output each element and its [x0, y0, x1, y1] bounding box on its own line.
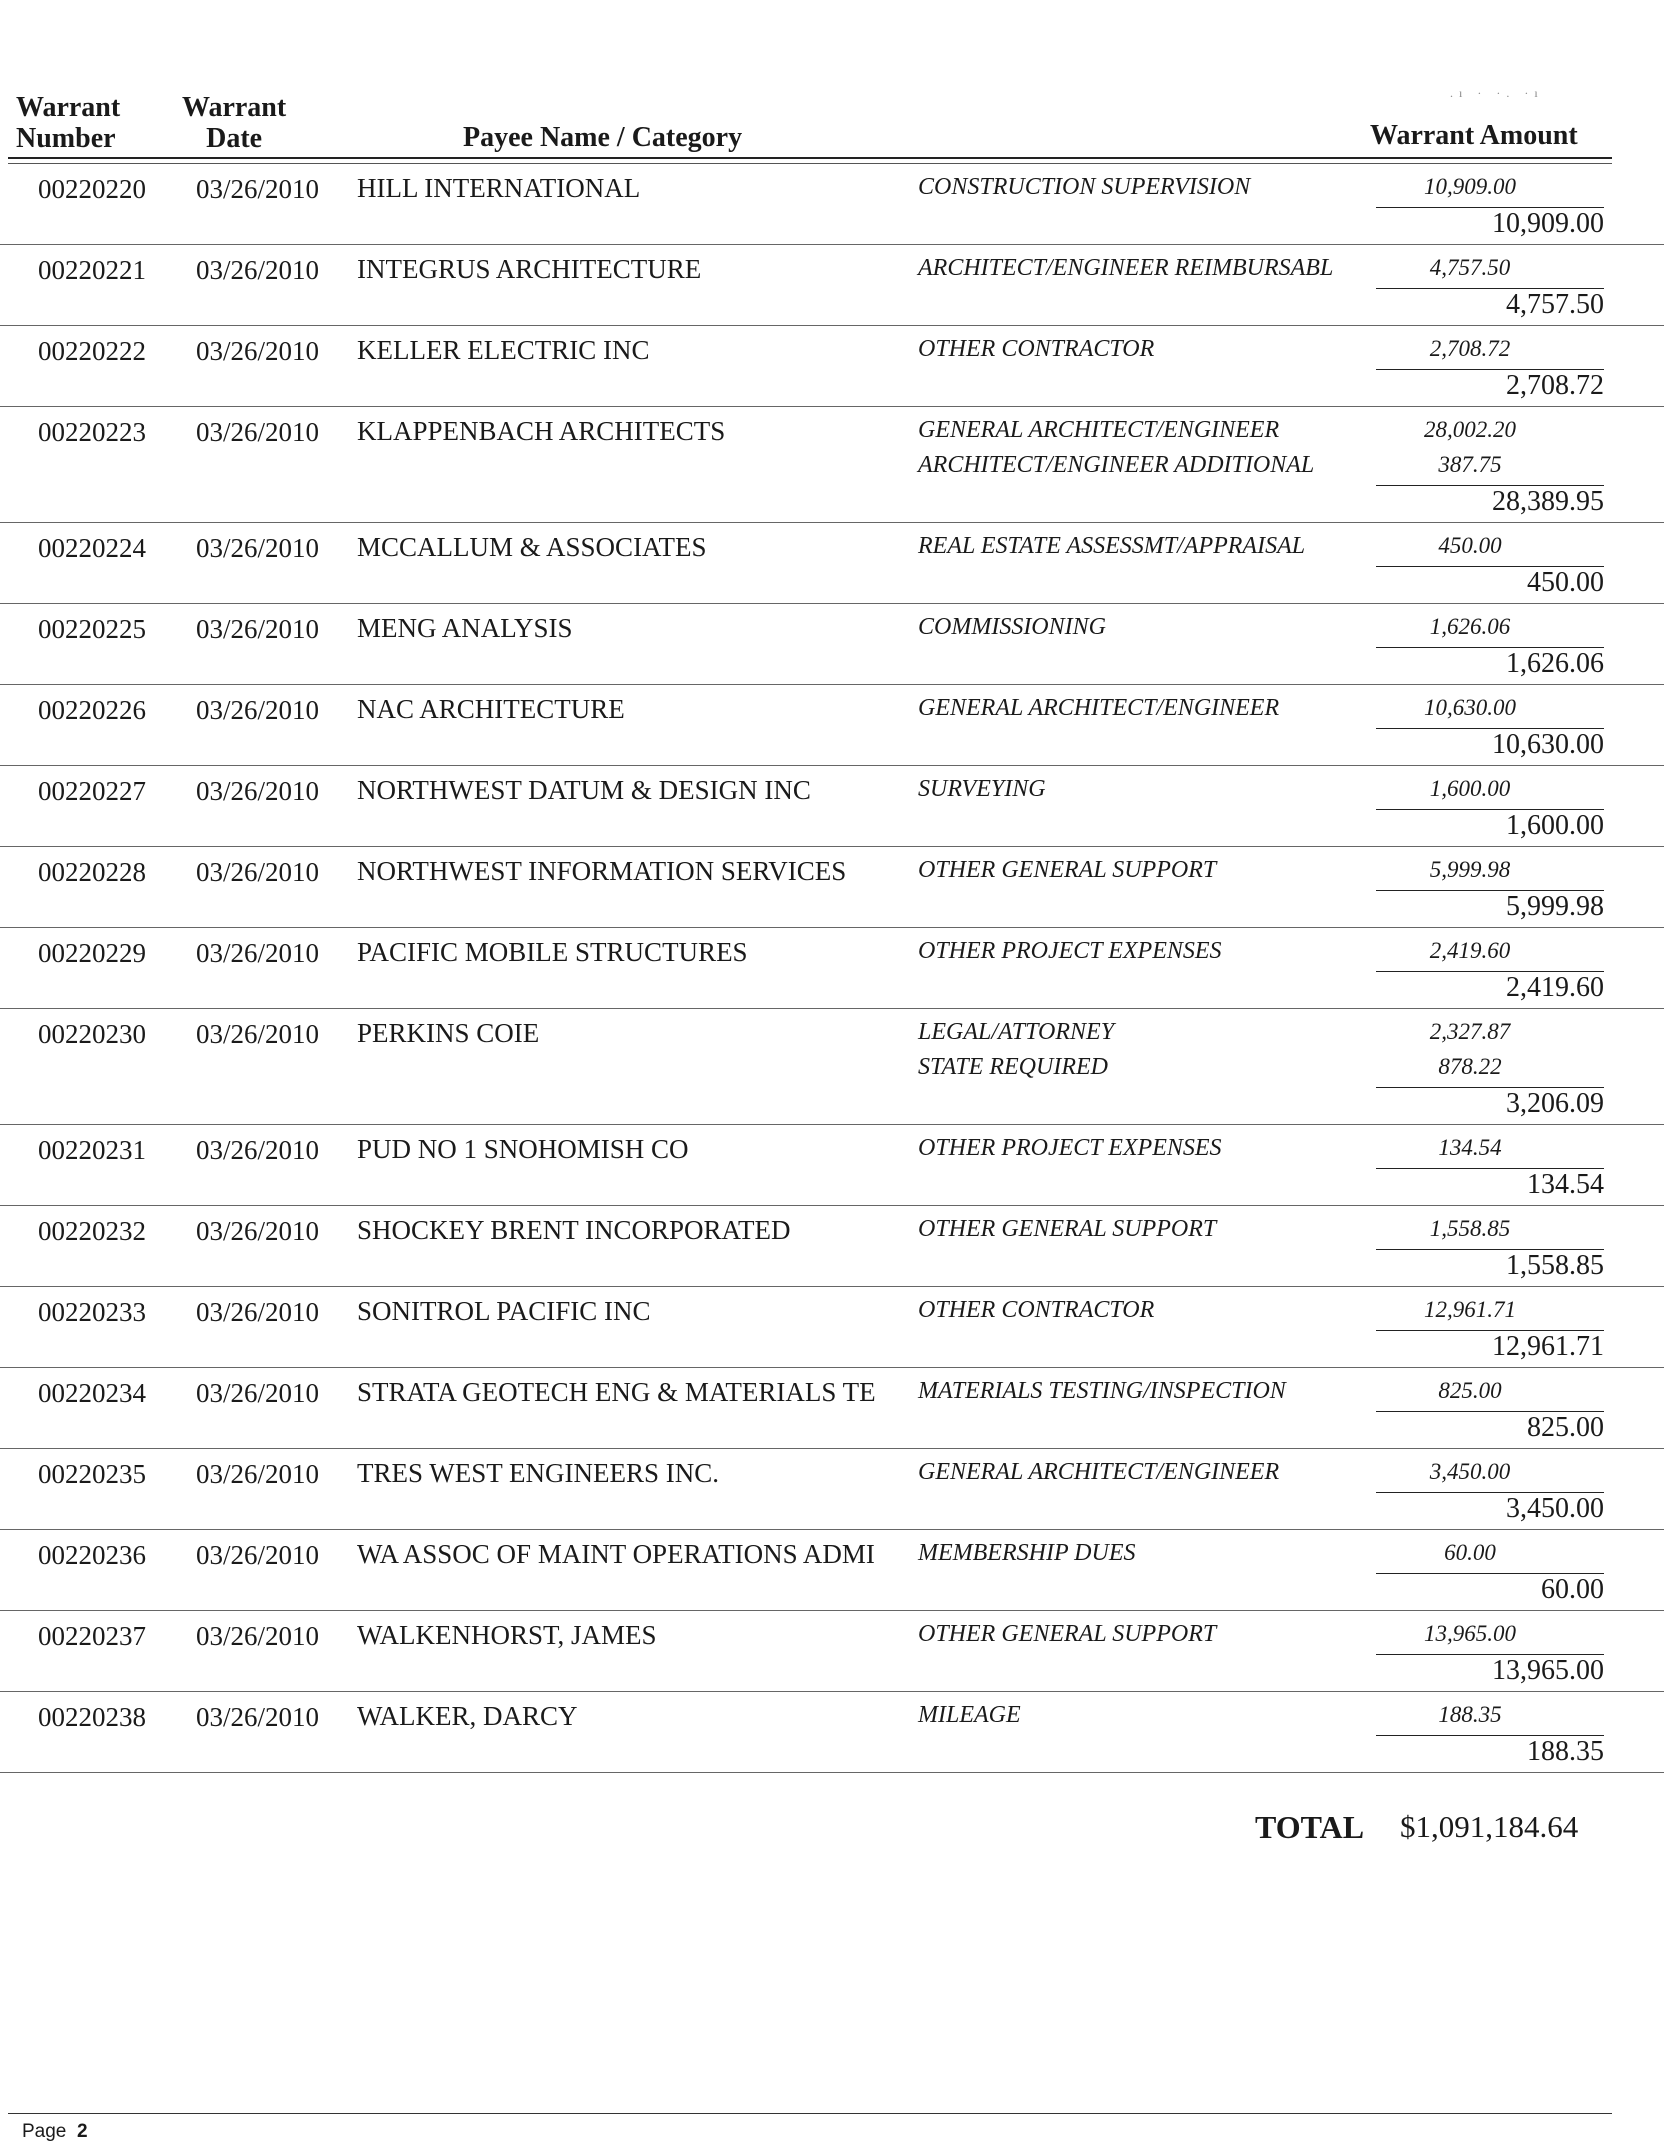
warrant-date: 03/26/2010: [196, 1378, 320, 1408]
category-list: [918, 1378, 1368, 1413]
table-row: [0, 685, 1664, 766]
line-amount: 450.00: [1376, 533, 1604, 567]
warrant-number: 00220237: [38, 1621, 146, 1651]
line-amount: 2,419.60: [1376, 938, 1604, 972]
warrant-amount: 134.54: [1527, 1169, 1604, 1200]
category: GENERAL ARCHITECT/ENGINEER: [918, 695, 1280, 721]
payee-name: WA ASSOC OF MAINT OPERATIONS ADMI: [357, 1539, 875, 1569]
category: OTHER GENERAL SUPPORT: [918, 1216, 1217, 1242]
warrant-amount: 450.00: [1527, 567, 1604, 598]
line-amounts: [1376, 1216, 1604, 1250]
line-amounts: [1376, 255, 1604, 289]
category: SURVEYING: [918, 776, 1046, 802]
warrant-number: 00220230: [38, 1019, 146, 1049]
line-amounts: [1376, 1702, 1604, 1736]
category-list: [918, 1459, 1368, 1494]
line-amounts: [1376, 776, 1604, 810]
category: OTHER GENERAL SUPPORT: [918, 857, 1217, 883]
category-list: [918, 857, 1368, 892]
header-warrant-date-line2: Date: [206, 123, 263, 154]
payee-name: TRES WEST ENGINEERS INC.: [357, 1458, 720, 1488]
line-amount: 188.35: [1376, 1702, 1604, 1736]
warrant-number: 00220227: [38, 776, 146, 806]
line-amount: 5,999.98: [1376, 857, 1604, 891]
line-amount: 1,558.85: [1376, 1216, 1604, 1250]
warrant-amount: 10,630.00: [1492, 729, 1604, 760]
warrant-amount: 1,558.85: [1506, 1250, 1604, 1281]
payee-name: KELLER ELECTRIC INC: [357, 335, 650, 365]
line-amounts: [1376, 1019, 1604, 1088]
line-amount: 2,708.72: [1376, 336, 1604, 370]
line-amounts: [1376, 1378, 1604, 1412]
payee-name: SONITROL PACIFIC INC: [357, 1296, 651, 1326]
payee-name: STRATA GEOTECH ENG & MATERIALS TE: [357, 1377, 876, 1407]
page-number: 2: [76, 2121, 88, 2142]
table-row: [0, 847, 1664, 928]
warrant-amount: 5,999.98: [1506, 891, 1604, 922]
warrant-date: 03/26/2010: [196, 857, 320, 887]
warrant-number: 00220223: [38, 417, 146, 447]
warrant-date: 03/26/2010: [196, 1019, 320, 1049]
table-row: [0, 1287, 1664, 1368]
header-warrant-number-line2: Number: [16, 123, 116, 154]
category: CONSTRUCTION SUPERVISION: [918, 174, 1251, 200]
warrant-amount: 13,965.00: [1492, 1655, 1604, 1686]
category: REAL ESTATE ASSESSMT/APPRAISAL: [918, 533, 1306, 559]
line-amount: 13,965.00: [1376, 1621, 1604, 1655]
header-divider: [8, 157, 1612, 159]
warrant-date: 03/26/2010: [196, 336, 320, 366]
payee-name: PERKINS COIE: [357, 1018, 540, 1048]
table-row: [0, 1530, 1664, 1611]
warrant-number: 00220220: [38, 174, 146, 204]
warrant-amount: 12,961.71: [1492, 1331, 1604, 1362]
table-row: [0, 407, 1664, 523]
table-row: [0, 1368, 1664, 1449]
category-list: [918, 938, 1368, 973]
warrant-number: 00220234: [38, 1378, 146, 1408]
category-list: [918, 1297, 1368, 1332]
warrant-date: 03/26/2010: [196, 1459, 320, 1489]
line-amount: 825.00: [1376, 1378, 1604, 1412]
line-amount: 10,630.00: [1376, 695, 1604, 729]
line-amounts: [1376, 1135, 1604, 1169]
category: OTHER CONTRACTOR: [918, 1297, 1155, 1323]
warrant-amount: 3,450.00: [1506, 1493, 1604, 1524]
warrant-table: [0, 164, 1664, 1773]
warrant-number: 00220221: [38, 255, 146, 285]
payee-name: SHOCKEY BRENT INCORPORATED: [357, 1215, 791, 1245]
warrant-number: 00220228: [38, 857, 146, 887]
category-list: [918, 1019, 1368, 1089]
payee-name: INTEGRUS ARCHITECTURE: [357, 254, 702, 284]
category-list: [918, 614, 1368, 649]
payee-name: MCCALLUM & ASSOCIATES: [357, 532, 707, 562]
category-list: [918, 1540, 1368, 1575]
payee-name: PACIFIC MOBILE STRUCTURES: [357, 937, 748, 967]
table-row: [0, 1206, 1664, 1287]
scan-artifact-marks: .ı · ·. ·ı: [1450, 86, 1544, 100]
category: OTHER PROJECT EXPENSES: [918, 1135, 1222, 1161]
table-row: [0, 1611, 1664, 1692]
warrant-amount: 2,419.60: [1506, 972, 1604, 1003]
category-list: [918, 533, 1368, 568]
warrant-number: 00220238: [38, 1702, 146, 1732]
category-list: [918, 1702, 1368, 1737]
category: OTHER PROJECT EXPENSES: [918, 938, 1222, 964]
category-list: [918, 1135, 1368, 1170]
category: MILEAGE: [918, 1702, 1021, 1728]
warrant-number: 00220235: [38, 1459, 146, 1489]
warrant-number: 00220232: [38, 1216, 146, 1246]
table-row: [0, 1125, 1664, 1206]
payee-name: NORTHWEST INFORMATION SERVICES: [357, 856, 847, 886]
line-amounts: [1376, 1540, 1604, 1574]
line-amounts: [1376, 938, 1604, 972]
category: ARCHITECT/ENGINEER ADDITIONAL: [918, 452, 1315, 478]
header-warrant-date-line1: Warrant: [182, 92, 287, 123]
warrant-amount: 10,909.00: [1492, 208, 1604, 239]
warrant-date: 03/26/2010: [196, 1540, 320, 1570]
category-list: [918, 695, 1368, 730]
category-list: [918, 776, 1368, 811]
category: GENERAL ARCHITECT/ENGINEER: [918, 417, 1280, 443]
category: COMMISSIONING: [918, 614, 1106, 640]
category: OTHER CONTRACTOR: [918, 336, 1155, 362]
payee-name: MENG ANALYSIS: [357, 613, 573, 643]
line-amount: 10,909.00: [1376, 174, 1604, 208]
category: LEGAL/ATTORNEY: [918, 1019, 1115, 1045]
warrant-amount: 1,626.06: [1506, 648, 1604, 679]
warrant-date: 03/26/2010: [196, 417, 320, 447]
line-amounts: [1376, 695, 1604, 729]
category: MEMBERSHIP DUES: [918, 1540, 1136, 1566]
line-amounts: [1376, 1297, 1604, 1331]
table-row: [0, 164, 1664, 245]
line-amounts: [1376, 614, 1604, 648]
table-row: [0, 928, 1664, 1009]
payee-name: PUD NO 1 SNOHOMISH CO: [357, 1134, 689, 1164]
category: OTHER GENERAL SUPPORT: [918, 1621, 1217, 1647]
line-amounts: [1376, 1459, 1604, 1493]
line-amount: 2,327.87: [1429, 1019, 1511, 1044]
category-list: [918, 336, 1368, 371]
warrant-date: 03/26/2010: [196, 1216, 320, 1246]
warrant-number: 00220236: [38, 1540, 146, 1570]
warrant-number: 00220231: [38, 1135, 146, 1165]
header-warrant-amount: Warrant Amount: [1370, 120, 1578, 151]
warrant-date: 03/26/2010: [196, 776, 320, 806]
warrant-amount: 28,389.95: [1492, 486, 1604, 517]
total-value: $1,091,184.64: [1400, 1809, 1579, 1844]
line-amount: 4,757.50: [1376, 255, 1604, 289]
table-row: [0, 1449, 1664, 1530]
warrant-amount: 825.00: [1527, 1412, 1604, 1443]
warrant-amount: 188.35: [1527, 1736, 1604, 1767]
header-warrant-number: [16, 92, 120, 154]
payee-name: KLAPPENBACH ARCHITECTS: [357, 416, 726, 446]
warrant-date: 03/26/2010: [196, 1297, 320, 1327]
line-amount: 1,600.00: [1376, 776, 1604, 810]
payee-name: WALKER, DARCY: [357, 1701, 578, 1731]
page-label: Page: [22, 2121, 67, 2142]
warrant-amount: 4,757.50: [1506, 289, 1604, 320]
warrant-amount: 60.00: [1541, 1574, 1604, 1605]
category: ARCHITECT/ENGINEER REIMBURSABL: [918, 255, 1334, 281]
page-indicator: [22, 2121, 88, 2143]
payee-name: HILL INTERNATIONAL: [357, 173, 641, 203]
line-amounts: [1376, 533, 1604, 567]
line-amount: 387.75: [1376, 452, 1604, 486]
warrant-date: 03/26/2010: [196, 1135, 320, 1165]
table-row: [0, 1692, 1664, 1773]
payee-name: NORTHWEST DATUM & DESIGN INC: [357, 775, 811, 805]
warrant-date: 03/26/2010: [196, 1702, 320, 1732]
warrant-amount: 2,708.72: [1506, 370, 1604, 401]
warrant-amount: 3,206.09: [1506, 1088, 1604, 1119]
warrant-date: 03/26/2010: [196, 614, 320, 644]
line-amount: 28,002.20: [1424, 417, 1516, 442]
warrant-date: 03/26/2010: [196, 695, 320, 725]
category-list: [918, 417, 1368, 487]
header-warrant-number-line1: Warrant: [16, 92, 121, 123]
table-row: [0, 245, 1664, 326]
table-row: [0, 766, 1664, 847]
warrant-number: 00220224: [38, 533, 146, 563]
line-amounts: [1376, 336, 1604, 370]
table-row: [0, 604, 1664, 685]
payee-name: NAC ARCHITECTURE: [357, 694, 625, 724]
line-amounts: [1376, 174, 1604, 208]
category: MATERIALS TESTING/INSPECTION: [918, 1378, 1286, 1404]
table-row: [0, 523, 1664, 604]
warrant-date: 03/26/2010: [196, 1621, 320, 1651]
category: GENERAL ARCHITECT/ENGINEER: [918, 1459, 1280, 1485]
warrant-amount: 1,600.00: [1506, 810, 1604, 841]
category-list: [918, 174, 1368, 209]
category-list: [918, 255, 1368, 290]
payee-name: WALKENHORST, JAMES: [357, 1620, 657, 1650]
line-amount: 878.22: [1376, 1054, 1604, 1088]
table-row: [0, 326, 1664, 407]
warrant-date: 03/26/2010: [196, 533, 320, 563]
line-amount: 12,961.71: [1376, 1297, 1604, 1331]
warrant-number: 00220226: [38, 695, 146, 725]
category: STATE REQUIRED: [918, 1054, 1108, 1080]
warrant-number: 00220222: [38, 336, 146, 366]
line-amounts: [1376, 417, 1604, 486]
footer-divider: [8, 2113, 1612, 2114]
warrant-number: 00220233: [38, 1297, 146, 1327]
line-amounts: [1376, 1621, 1604, 1655]
line-amount: 60.00: [1376, 1540, 1604, 1574]
warrant-date: 03/26/2010: [196, 174, 320, 204]
line-amount: 1,626.06: [1376, 614, 1604, 648]
line-amounts: [1376, 857, 1604, 891]
table-row: [0, 1009, 1664, 1125]
warrant-date: 03/26/2010: [196, 255, 320, 285]
header-payee: Payee Name / Category: [463, 122, 743, 153]
line-amount: 134.54: [1376, 1135, 1604, 1169]
warrant-number: 00220225: [38, 614, 146, 644]
category-list: [918, 1216, 1368, 1251]
total-label: TOTAL: [1255, 1809, 1365, 1845]
warrant-number: 00220229: [38, 938, 146, 968]
line-amount: 3,450.00: [1376, 1459, 1604, 1493]
warrant-date: 03/26/2010: [196, 938, 320, 968]
header-warrant-date: [182, 92, 286, 154]
category-list: [918, 1621, 1368, 1656]
